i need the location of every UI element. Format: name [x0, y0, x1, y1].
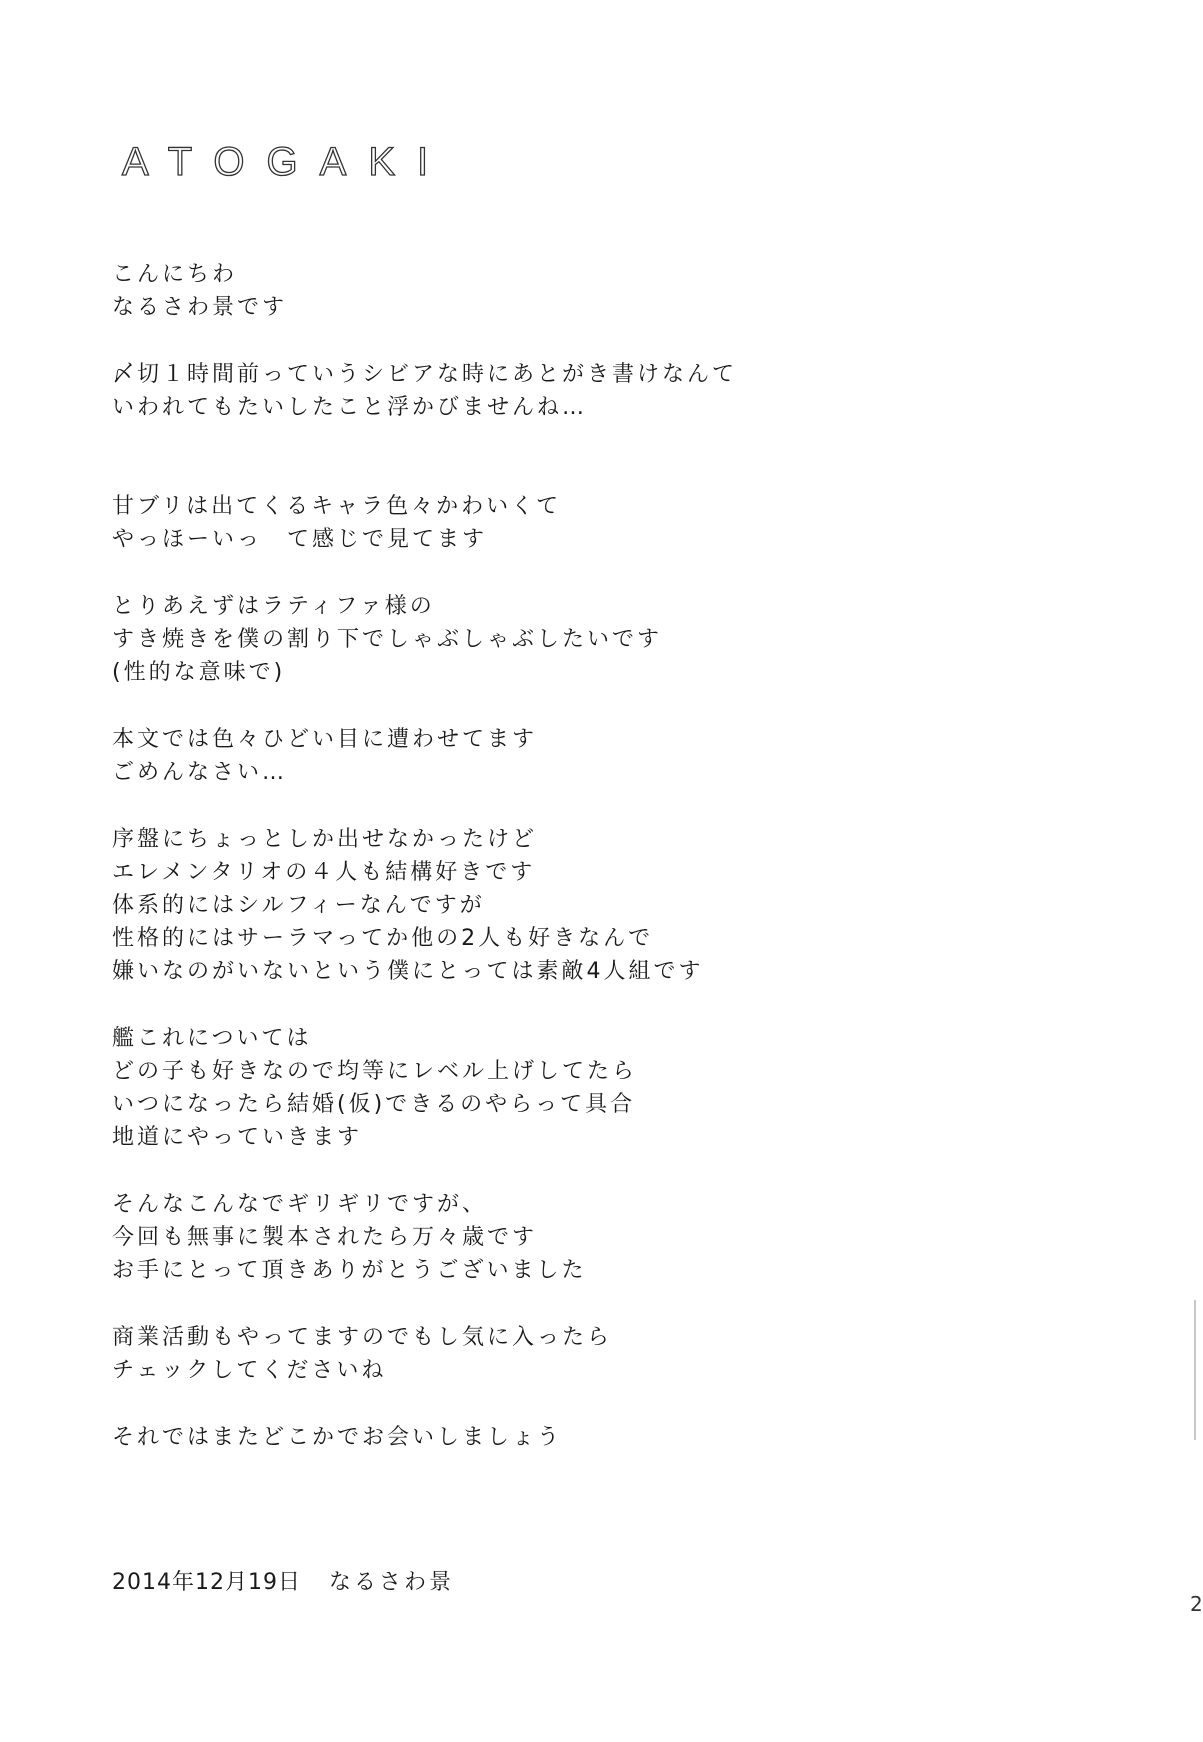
- paragraph-apology: [112, 723, 1012, 789]
- text-line: 性格的にはサーラマってか他の2人も好きなんで: [112, 926, 654, 951]
- text-line: 嫌いなのがいないという僕にとっては素敵4人組です: [112, 959, 704, 984]
- text-line: 体系的にはシルフィーなんですが: [112, 893, 485, 918]
- text-line: それではまたどこかでお会いしましょう: [112, 1425, 563, 1450]
- text-line: 本文では色々ひどい目に遭わせてます: [112, 727, 538, 752]
- paragraph-elementario: [112, 823, 1012, 988]
- text-line: 今回も無事に製本されたら万々歳です: [112, 1225, 538, 1250]
- text-line: 艦これについては: [112, 1026, 312, 1051]
- paragraph-amabri: [112, 490, 1012, 556]
- text-line: いつになったら結婚(仮)できるのやらって具合: [112, 1092, 636, 1117]
- paragraph-greeting: [112, 258, 1012, 324]
- text-line: どの子も好きなので均等にレベル上げしてたら: [112, 1059, 638, 1084]
- text-line: やっほーいっ て感じで見てます: [112, 527, 488, 552]
- text-line: お手にとって頂きありがとうございました: [112, 1258, 587, 1283]
- text-line: ごめんなさい…: [112, 760, 288, 785]
- page-number: 2: [1190, 1592, 1203, 1616]
- page-edge-shadow: [1194, 1300, 1196, 1440]
- text-line: 序盤にちょっとしか出せなかったけど: [112, 827, 538, 852]
- signature: [112, 1565, 454, 1596]
- paragraph-commercial: [112, 1321, 1012, 1387]
- paragraph-latifa: [112, 590, 1012, 689]
- text-line: (性的な意味で): [112, 660, 286, 685]
- paragraph-deadline: [112, 358, 1012, 424]
- text-line: 商業活動もやってますのでもし気に入ったら: [112, 1325, 613, 1350]
- text-line: こんにちわ: [112, 262, 238, 287]
- text-line: 地道にやっていきます: [112, 1125, 363, 1150]
- paragraph-thanks: [112, 1188, 1012, 1287]
- text-line: すき焼きを僕の割り下でしゃぶしゃぶしたいです: [112, 627, 663, 652]
- afterword-body: [112, 258, 1012, 1488]
- paragraph-kancolle: [112, 1022, 1012, 1154]
- text-line: とりあえずはラティファ様の: [112, 594, 435, 619]
- text-line: 〆切１時間前っていうシビアな時にあとがき書けなんて: [112, 362, 738, 387]
- text-line: なるさわ景です: [112, 295, 288, 320]
- text-line: いわれてもたいしたこと浮かびませんね…: [112, 395, 588, 420]
- signature-author: なるさわ景: [328, 1570, 454, 1595]
- text-line: エレメンタリオの４人も結構好きです: [112, 860, 536, 885]
- signature-date: 2014年12月19日: [112, 1570, 301, 1595]
- text-line: 甘ブリは出てくるキャラ色々かわいくて: [112, 494, 562, 519]
- text-line: そんなこんなでギリギリですが、: [112, 1192, 488, 1217]
- page-title: ATOGAKI: [122, 140, 451, 184]
- paragraph-farewell: [112, 1421, 1012, 1454]
- text-line: チェックしてくださいね: [112, 1358, 387, 1383]
